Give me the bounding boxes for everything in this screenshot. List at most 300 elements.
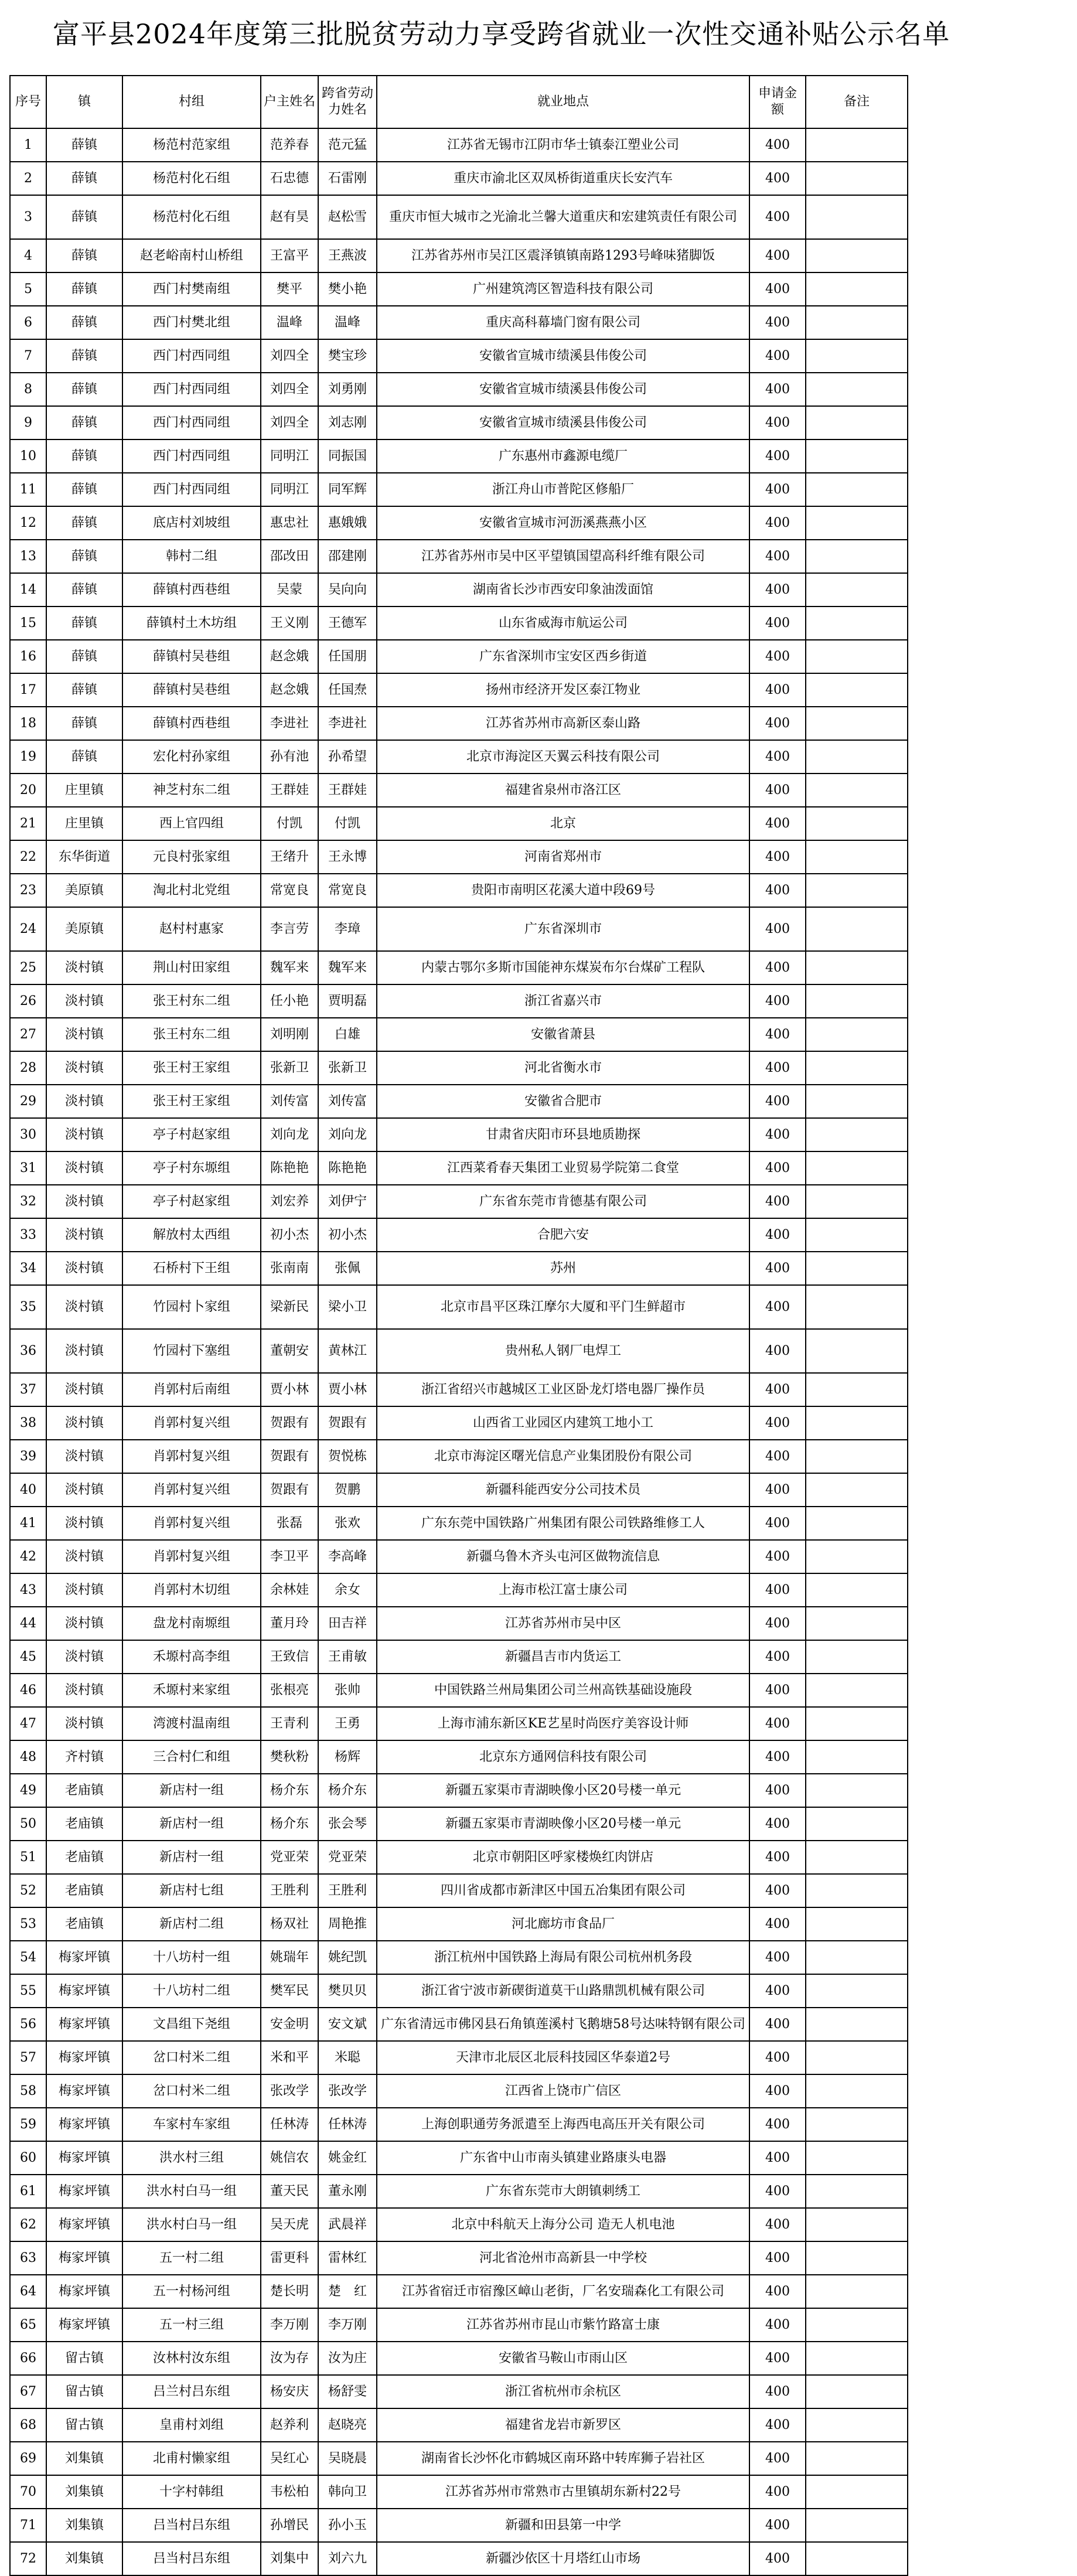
cell-remarks: [806, 2175, 908, 2208]
cell-household-head: 董月玲: [261, 1607, 318, 1640]
cell-village-group: 宏化村孙家组: [122, 740, 261, 774]
cell-employment-location: 浙江舟山市普陀区修船厂: [377, 473, 749, 506]
cell-amount: 400: [749, 2475, 806, 2509]
table-row: [10, 540, 908, 573]
cell-amount: 400: [749, 740, 806, 774]
cell-laborer-name: 惠娥娥: [318, 506, 377, 540]
cell-remarks: [806, 339, 908, 373]
cell-remarks: [806, 1440, 908, 1473]
cell-index: 11: [10, 473, 46, 506]
cell-remarks: [806, 2475, 908, 2509]
cell-laborer-name: 安文斌: [318, 2008, 377, 2041]
cell-household-head: 陈艳艳: [261, 1151, 318, 1185]
cell-town: 淡村镇: [46, 1473, 122, 1507]
cell-amount: 400: [749, 473, 806, 506]
cell-amount: 400: [749, 1674, 806, 1707]
cell-town: 淡村镇: [46, 1406, 122, 1440]
cell-amount: 400: [749, 2141, 806, 2175]
cell-household-head: 同明江: [261, 473, 318, 506]
cell-amount: 400: [749, 1018, 806, 1051]
cell-amount: 400: [749, 2375, 806, 2408]
table-row: [10, 1540, 908, 1573]
cell-village-group: 杨范村化石组: [122, 195, 261, 239]
cell-index: 57: [10, 2041, 46, 2074]
cell-index: 22: [10, 840, 46, 874]
cell-town: 庄里镇: [46, 774, 122, 807]
cell-laborer-name: 刘传富: [318, 1085, 377, 1118]
cell-household-head: 姚瑞年: [261, 1941, 318, 1974]
cell-index: 8: [10, 373, 46, 406]
cell-town: 刘集镇: [46, 2442, 122, 2475]
cell-town: 梅家坪镇: [46, 2041, 122, 2074]
cell-town: 淡村镇: [46, 951, 122, 984]
cell-town: 庄里镇: [46, 807, 122, 840]
cell-remarks: [806, 2275, 908, 2308]
cell-remarks: [806, 984, 908, 1018]
cell-index: 61: [10, 2175, 46, 2208]
cell-household-head: 雷更科: [261, 2241, 318, 2275]
cell-employment-location: 安徽省宣城市绩溪县伟俊公司: [377, 339, 749, 373]
cell-laborer-name: 贾小林: [318, 1373, 377, 1406]
cell-town: 老庙镇: [46, 1874, 122, 1907]
cell-amount: 400: [749, 1252, 806, 1285]
cell-household-head: 石忠德: [261, 162, 318, 195]
table-row: [10, 1640, 908, 1674]
cell-employment-location: 广东东莞中国铁路广州集团有限公司铁路维修工人: [377, 1507, 749, 1540]
cell-laborer-name: 张改学: [318, 2074, 377, 2108]
cell-amount: 400: [749, 2342, 806, 2375]
cell-amount: 400: [749, 1774, 806, 1807]
cell-amount: 400: [749, 1907, 806, 1941]
cell-employment-location: 江西菜肴春天集团工业贸易学院第二食堂: [377, 1151, 749, 1185]
cell-remarks: [806, 1051, 908, 1085]
cell-laborer-name: 王德军: [318, 606, 377, 640]
cell-laborer-name: 贺鹏: [318, 1473, 377, 1507]
cell-laborer-name: 赵晓亮: [318, 2408, 377, 2442]
table-row: [10, 2509, 908, 2542]
cell-household-head: 汝为存: [261, 2342, 318, 2375]
cell-index: 64: [10, 2275, 46, 2308]
table-row: [10, 1329, 908, 1373]
cell-town: 薛镇: [46, 406, 122, 439]
table-row: [10, 1218, 908, 1252]
cell-remarks: [806, 2442, 908, 2475]
table-row: [10, 2442, 908, 2475]
table-row: [10, 2108, 908, 2141]
header-amount: 申请金额: [749, 76, 806, 128]
cell-index: 14: [10, 573, 46, 606]
cell-town: 梅家坪镇: [46, 2275, 122, 2308]
cell-village-group: 十八坊村二组: [122, 1974, 261, 2008]
cell-village-group: 荆山村田家组: [122, 951, 261, 984]
table-row: [10, 606, 908, 640]
cell-index: 72: [10, 2542, 46, 2575]
cell-index: 70: [10, 2475, 46, 2509]
cell-index: 10: [10, 439, 46, 473]
cell-remarks: [806, 239, 908, 272]
cell-employment-location: 北京中科航天上海分公司 造无人机电池: [377, 2208, 749, 2241]
cell-laborer-name: 石雷刚: [318, 162, 377, 195]
cell-amount: 400: [749, 239, 806, 272]
cell-village-group: 北甫村懒家组: [122, 2442, 261, 2475]
cell-village-group: 张王村东二组: [122, 1018, 261, 1051]
cell-town: 淡村镇: [46, 1085, 122, 1118]
cell-laborer-name: 同军辉: [318, 473, 377, 506]
cell-index: 5: [10, 272, 46, 306]
cell-village-group: 车家村车家组: [122, 2108, 261, 2141]
cell-employment-location: 上海市松江富士康公司: [377, 1573, 749, 1607]
cell-laborer-name: 樊贝贝: [318, 1974, 377, 2008]
cell-index: 28: [10, 1051, 46, 1085]
cell-village-group: 西门村西同组: [122, 339, 261, 373]
cell-town: 梅家坪镇: [46, 2008, 122, 2041]
cell-laborer-name: 李璋: [318, 907, 377, 951]
cell-remarks: [806, 1473, 908, 1507]
cell-employment-location: 广东省东莞市大朗镇刺绣工: [377, 2175, 749, 2208]
cell-amount: 400: [749, 1085, 806, 1118]
cell-village-group: 底店村刘坡组: [122, 506, 261, 540]
cell-laborer-name: 杨介东: [318, 1774, 377, 1807]
cell-town: 刘集镇: [46, 2475, 122, 2509]
cell-employment-location: 广东省东莞市肯德基有限公司: [377, 1185, 749, 1218]
cell-employment-location: 重庆市恒大城市之光渝北兰馨大道重庆和宏建筑责任有限公司: [377, 195, 749, 239]
table-row: [10, 840, 908, 874]
cell-laborer-name: 王胜利: [318, 1874, 377, 1907]
cell-laborer-name: 李进社: [318, 707, 377, 740]
cell-remarks: [806, 1674, 908, 1707]
table-row: [10, 2342, 908, 2375]
cell-amount: 400: [749, 1807, 806, 1841]
cell-village-group: 薛镇村吴巷组: [122, 640, 261, 673]
cell-remarks: [806, 2408, 908, 2442]
cell-employment-location: 江苏省苏州市昆山市紫竹路富士康: [377, 2308, 749, 2342]
table-row: [10, 506, 908, 540]
cell-village-group: 洪水村三组: [122, 2141, 261, 2175]
cell-household-head: 刘传富: [261, 1085, 318, 1118]
cell-employment-location: 广东惠州市鑫源电缆厂: [377, 439, 749, 473]
cell-remarks: [806, 707, 908, 740]
cell-household-head: 同明江: [261, 439, 318, 473]
page-title: 富平县2024年度第三批脱贫劳动力享受跨省就业一次性交通补贴公示名单: [53, 18, 950, 50]
cell-index: 16: [10, 640, 46, 673]
table-row: [10, 640, 908, 673]
cell-laborer-name: 张佩: [318, 1252, 377, 1285]
cell-household-head: 米和平: [261, 2041, 318, 2074]
table-row: [10, 1252, 908, 1285]
cell-amount: 400: [749, 673, 806, 707]
cell-household-head: 赵念娥: [261, 640, 318, 673]
cell-index: 69: [10, 2442, 46, 2475]
cell-town: 薛镇: [46, 673, 122, 707]
header-village-group: 村组: [122, 76, 261, 128]
cell-amount: 400: [749, 162, 806, 195]
cell-index: 26: [10, 984, 46, 1018]
table-row: [10, 162, 908, 195]
cell-amount: 400: [749, 1507, 806, 1540]
cell-remarks: [806, 2074, 908, 2108]
cell-laborer-name: 王勇: [318, 1707, 377, 1740]
cell-employment-location: 安徽省宣城市河沥溪燕燕小区: [377, 506, 749, 540]
cell-town: 薛镇: [46, 339, 122, 373]
cell-town: 梅家坪镇: [46, 2108, 122, 2141]
cell-village-group: 解放村太西组: [122, 1218, 261, 1252]
cell-employment-location: 四川省成都市新津区中国五冶集团有限公司: [377, 1874, 749, 1907]
cell-laborer-name: 孙希望: [318, 740, 377, 774]
cell-remarks: [806, 1907, 908, 1941]
cell-village-group: 张王村东二组: [122, 984, 261, 1018]
cell-household-head: 王青利: [261, 1707, 318, 1740]
cell-household-head: 任小艳: [261, 984, 318, 1018]
table-row: [10, 2008, 908, 2041]
cell-town: 梅家坪镇: [46, 2141, 122, 2175]
table-row: [10, 2308, 908, 2342]
cell-town: 东华街道: [46, 840, 122, 874]
table-row: [10, 774, 908, 807]
cell-amount: 400: [749, 2175, 806, 2208]
cell-amount: 400: [749, 1440, 806, 1473]
cell-employment-location: 贵阳市南明区花溪大道中段69号: [377, 874, 749, 907]
cell-laborer-name: 张会琴: [318, 1807, 377, 1841]
cell-town: 淡村镇: [46, 1329, 122, 1373]
cell-laborer-name: 樊宝珍: [318, 339, 377, 373]
cell-amount: 400: [749, 1607, 806, 1640]
cell-employment-location: 新疆乌鲁木齐头屯河区做物流信息: [377, 1540, 749, 1573]
cell-village-group: 吕兰村吕东组: [122, 2375, 261, 2408]
cell-employment-location: 山西省工业园区内建筑工地小工: [377, 1406, 749, 1440]
cell-household-head: 付凯: [261, 807, 318, 840]
cell-laborer-name: 白雄: [318, 1018, 377, 1051]
cell-index: 54: [10, 1941, 46, 1974]
cell-remarks: [806, 1285, 908, 1329]
cell-remarks: [806, 807, 908, 840]
cell-laborer-name: 刘勇刚: [318, 373, 377, 406]
cell-town: 梅家坪镇: [46, 2308, 122, 2342]
table-row: [10, 1373, 908, 1406]
cell-laborer-name: 任国焘: [318, 673, 377, 707]
cell-remarks: [806, 673, 908, 707]
cell-remarks: [806, 840, 908, 874]
cell-laborer-name: 陈艳艳: [318, 1151, 377, 1185]
cell-employment-location: 新疆五家渠市青湖映像小区20号楼一单元: [377, 1774, 749, 1807]
table-row: [10, 473, 908, 506]
cell-household-head: 贺跟有: [261, 1406, 318, 1440]
cell-village-group: 新店村一组: [122, 1807, 261, 1841]
cell-remarks: [806, 1740, 908, 1774]
cell-household-head: 张根亮: [261, 1674, 318, 1707]
cell-remarks: [806, 1573, 908, 1607]
cell-index: 24: [10, 907, 46, 951]
cell-household-head: 刘宏养: [261, 1185, 318, 1218]
cell-village-group: 韩村二组: [122, 540, 261, 573]
cell-town: 薛镇: [46, 162, 122, 195]
table-row: [10, 807, 908, 840]
cell-household-head: 杨安庆: [261, 2375, 318, 2408]
cell-village-group: 肖郭村木切组: [122, 1573, 261, 1607]
cell-household-head: 惠忠社: [261, 506, 318, 540]
cell-amount: 400: [749, 984, 806, 1018]
cell-remarks: [806, 2208, 908, 2241]
cell-amount: 400: [749, 2041, 806, 2074]
cell-laborer-name: 刘伊宁: [318, 1185, 377, 1218]
cell-laborer-name: 周艳推: [318, 1907, 377, 1941]
table-row: [10, 1085, 908, 1118]
cell-amount: 400: [749, 640, 806, 673]
cell-index: 21: [10, 807, 46, 840]
cell-laborer-name: 常宽良: [318, 874, 377, 907]
cell-household-head: 张磊: [261, 1507, 318, 1540]
cell-laborer-name: 楚 红: [318, 2275, 377, 2308]
cell-laborer-name: 李万刚: [318, 2308, 377, 2342]
cell-household-head: 温峰: [261, 306, 318, 339]
table-row: [10, 306, 908, 339]
table-row: [10, 907, 908, 951]
cell-town: 淡村镇: [46, 1607, 122, 1640]
cell-laborer-name: 同振国: [318, 439, 377, 473]
cell-village-group: 西门村樊南组: [122, 272, 261, 306]
table-header-row: [10, 76, 908, 128]
cell-employment-location: 江西省上饶市广信区: [377, 2074, 749, 2108]
cell-laborer-name: 温峰: [318, 306, 377, 339]
cell-amount: 400: [749, 2208, 806, 2241]
header-employment-location: 就业地点: [377, 76, 749, 128]
cell-amount: 400: [749, 540, 806, 573]
cell-laborer-name: 王甫敏: [318, 1640, 377, 1674]
cell-laborer-name: 王永博: [318, 840, 377, 874]
cell-village-group: 文昌组下尧组: [122, 2008, 261, 2041]
cell-household-head: 董朝安: [261, 1329, 318, 1373]
cell-remarks: [806, 874, 908, 907]
cell-remarks: [806, 506, 908, 540]
cell-index: 52: [10, 1874, 46, 1907]
cell-index: 71: [10, 2509, 46, 2542]
cell-amount: 400: [749, 1707, 806, 1740]
cell-index: 15: [10, 606, 46, 640]
cell-town: 薛镇: [46, 506, 122, 540]
cell-remarks: [806, 2141, 908, 2175]
cell-household-head: 刘向龙: [261, 1118, 318, 1151]
cell-household-head: 赵有昊: [261, 195, 318, 239]
table-row: [10, 673, 908, 707]
table-row: [10, 1807, 908, 1841]
cell-index: 47: [10, 1707, 46, 1740]
cell-index: 7: [10, 339, 46, 373]
cell-town: 老庙镇: [46, 1841, 122, 1874]
cell-employment-location: 浙江省杭州市余杭区: [377, 2375, 749, 2408]
table-row: [10, 1018, 908, 1051]
cell-village-group: 张王村王家组: [122, 1085, 261, 1118]
cell-amount: 400: [749, 2509, 806, 2542]
cell-household-head: 张新卫: [261, 1051, 318, 1085]
cell-index: 45: [10, 1640, 46, 1674]
cell-household-head: 吴蒙: [261, 573, 318, 606]
cell-amount: 400: [749, 195, 806, 239]
cell-index: 36: [10, 1329, 46, 1373]
table-row: [10, 1874, 908, 1907]
cell-town: 梅家坪镇: [46, 2241, 122, 2275]
table-row: [10, 1440, 908, 1473]
cell-index: 59: [10, 2108, 46, 2141]
cell-employment-location: 内蒙古鄂尔多斯市国能神东煤炭布尔台煤矿工程队: [377, 951, 749, 984]
cell-remarks: [806, 1941, 908, 1974]
cell-remarks: [806, 951, 908, 984]
cell-amount: 400: [749, 1874, 806, 1907]
cell-household-head: 赵念娥: [261, 673, 318, 707]
cell-index: 37: [10, 1373, 46, 1406]
cell-household-head: 贺跟有: [261, 1440, 318, 1473]
cell-remarks: [806, 2509, 908, 2542]
cell-index: 50: [10, 1807, 46, 1841]
cell-village-group: 西上官四组: [122, 807, 261, 840]
cell-employment-location: 江苏省苏州市吴中区平望镇国望高科纤维有限公司: [377, 540, 749, 573]
cell-index: 46: [10, 1674, 46, 1707]
cell-remarks: [806, 306, 908, 339]
cell-index: 25: [10, 951, 46, 984]
cell-village-group: 新店村二组: [122, 1907, 261, 1941]
cell-index: 55: [10, 1974, 46, 2008]
cell-town: 老庙镇: [46, 1807, 122, 1841]
cell-amount: 400: [749, 2008, 806, 2041]
cell-laborer-name: 张欢: [318, 1507, 377, 1540]
cell-employment-location: 安徽省马鞍山市雨山区: [377, 2342, 749, 2375]
cell-household-head: 王胜利: [261, 1874, 318, 1907]
cell-village-group: 十字村韩组: [122, 2475, 261, 2509]
cell-index: 39: [10, 1440, 46, 1473]
cell-amount: 400: [749, 272, 806, 306]
cell-remarks: [806, 1085, 908, 1118]
cell-village-group: 岔口村米二组: [122, 2041, 261, 2074]
cell-employment-location: 北京市朝阳区呼家楼焕红肉饼店: [377, 1841, 749, 1874]
cell-index: 6: [10, 306, 46, 339]
cell-remarks: [806, 406, 908, 439]
cell-remarks: [806, 1118, 908, 1151]
cell-employment-location: 浙江省嘉兴市: [377, 984, 749, 1018]
cell-remarks: [806, 373, 908, 406]
cell-village-group: 禾塬村高李组: [122, 1640, 261, 1674]
cell-employment-location: 河北省沧州市高新县一中学校: [377, 2241, 749, 2275]
cell-index: 40: [10, 1473, 46, 1507]
cell-village-group: 十八坊村一组: [122, 1941, 261, 1974]
cell-town: 薛镇: [46, 573, 122, 606]
cell-village-group: 亭子村东塬组: [122, 1151, 261, 1185]
cell-household-head: 刘集中: [261, 2542, 318, 2575]
table-row: [10, 406, 908, 439]
cell-laborer-name: 武晨祥: [318, 2208, 377, 2241]
cell-town: 淡村镇: [46, 1373, 122, 1406]
cell-remarks: [806, 907, 908, 951]
cell-employment-location: 江苏省苏州市吴中区: [377, 1607, 749, 1640]
cell-laborer-name: 姚纪凯: [318, 1941, 377, 1974]
cell-household-head: 董天民: [261, 2175, 318, 2208]
cell-household-head: 王致信: [261, 1640, 318, 1674]
cell-amount: 400: [749, 1151, 806, 1185]
cell-village-group: 新店村一组: [122, 1774, 261, 1807]
cell-household-head: 吴红心: [261, 2442, 318, 2475]
cell-amount: 400: [749, 707, 806, 740]
cell-laborer-name: 吴向向: [318, 573, 377, 606]
cell-village-group: 赵村村惠家: [122, 907, 261, 951]
table-row: [10, 2275, 908, 2308]
cell-employment-location: 新疆科能西安分公司技术员: [377, 1473, 749, 1507]
cell-laborer-name: 姚金红: [318, 2141, 377, 2175]
cell-town: 刘集镇: [46, 2542, 122, 2575]
cell-town: 薛镇: [46, 606, 122, 640]
table-row: [10, 339, 908, 373]
cell-household-head: 李言劳: [261, 907, 318, 951]
cell-laborer-name: 付凯: [318, 807, 377, 840]
cell-employment-location: 广东省深圳市宝安区西乡街道: [377, 640, 749, 673]
table-row: [10, 1051, 908, 1085]
table-row: [10, 128, 908, 162]
